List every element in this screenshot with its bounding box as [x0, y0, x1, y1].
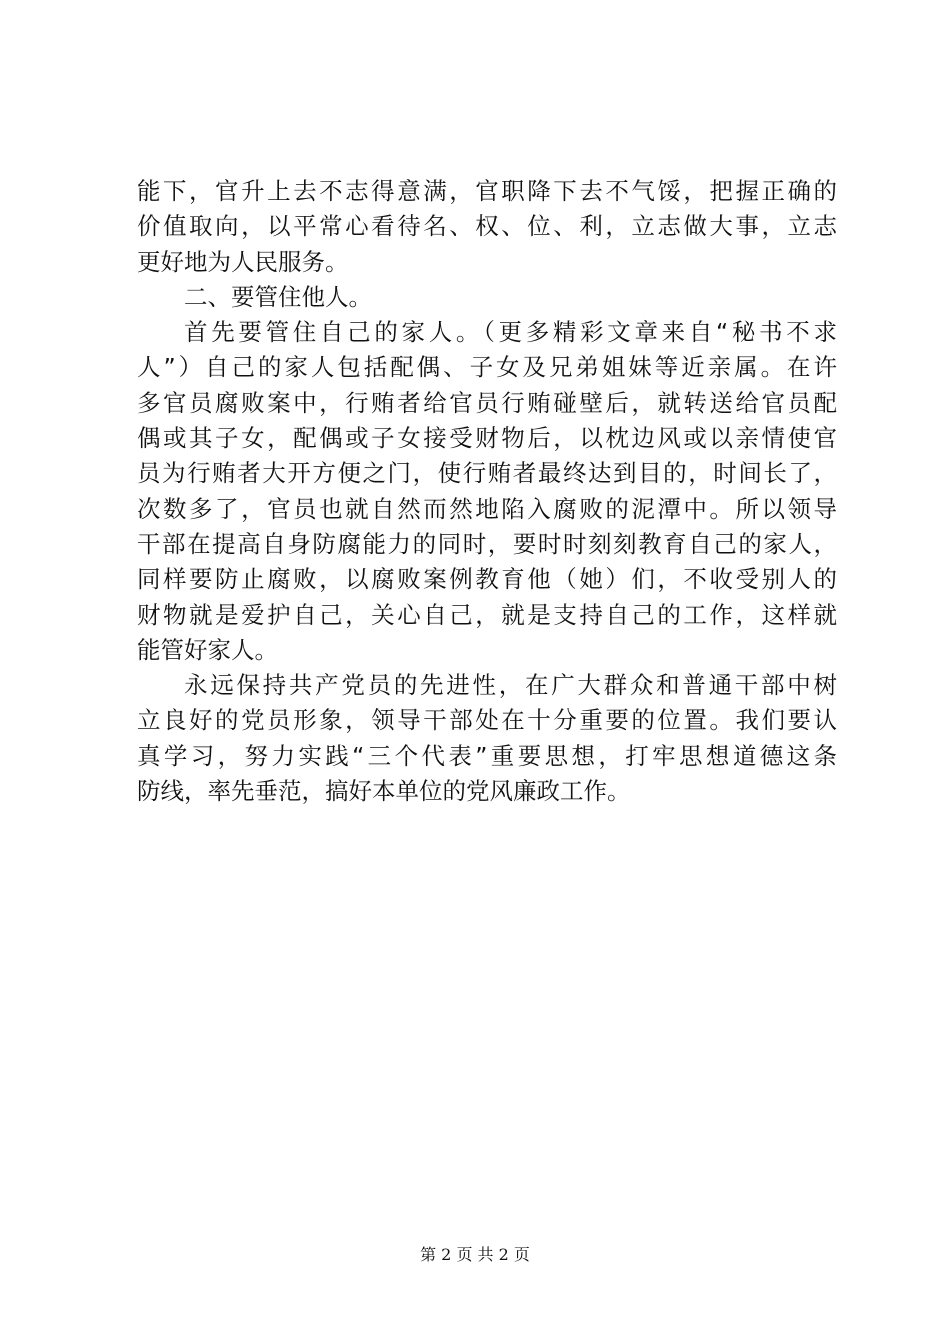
text-line: 能下，官升上去不志得意满，官职降下去不气馁，把握正确的	[137, 177, 837, 205]
section-heading: 二、要管住他人。	[184, 282, 372, 311]
text-line: 次数多了，官员也就自然而然地陷入腐败的泥潭中。所以领导	[137, 494, 837, 523]
text-line: 价值取向，以平常心看待名、权、位、利，立志做大事，立志	[137, 212, 837, 241]
text-line: 人”）自己的家人包括配偶、子女及兄弟姐妹等近亲属。在许	[137, 353, 837, 382]
page-number-footer: 第 2 页 共 2 页	[420, 1245, 530, 1264]
text-line: 防线，率先垂范，搞好本单位的党风廉政工作。	[137, 777, 631, 806]
text-line: 干部在提高自身防腐能力的同时，要时时刻刻教育自己的家人，	[137, 529, 837, 558]
text-line: 立良好的党员形象，领导干部处在十分重要的位置。我们要认	[137, 706, 837, 735]
text-line: 能管好家人。	[137, 635, 278, 664]
text-line: 真学习，努力实践“三个代表”重要思想，打牢思想道德这条	[137, 741, 837, 770]
text-line: 员为行贿者大开方便之门，使行贿者最终达到目的，时间长了，	[137, 459, 837, 488]
text-line: 更好地为人民服务。	[137, 247, 349, 276]
text-line: 同样要防止腐败，以腐败案例教育他（她）们，不收受别人的	[137, 565, 837, 594]
text-line: 财物就是爱护自己，关心自己，就是支持自己的工作，这样就	[137, 600, 837, 629]
body-text	[137, 174, 837, 809]
text-line: 首先要管住自己的家人。（更多精彩文章来自“秘书不求	[184, 318, 837, 347]
text-line: 偶或其子女，配偶或子女接受财物后，以枕边风或以亲情使官	[137, 424, 837, 453]
text-line: 多官员腐败案中，行贿者给官员行贿碰壁后，就转送给官员配	[137, 388, 837, 417]
text-line: 永远保持共产党员的先进性，在广大群众和普通干部中树	[184, 671, 837, 700]
